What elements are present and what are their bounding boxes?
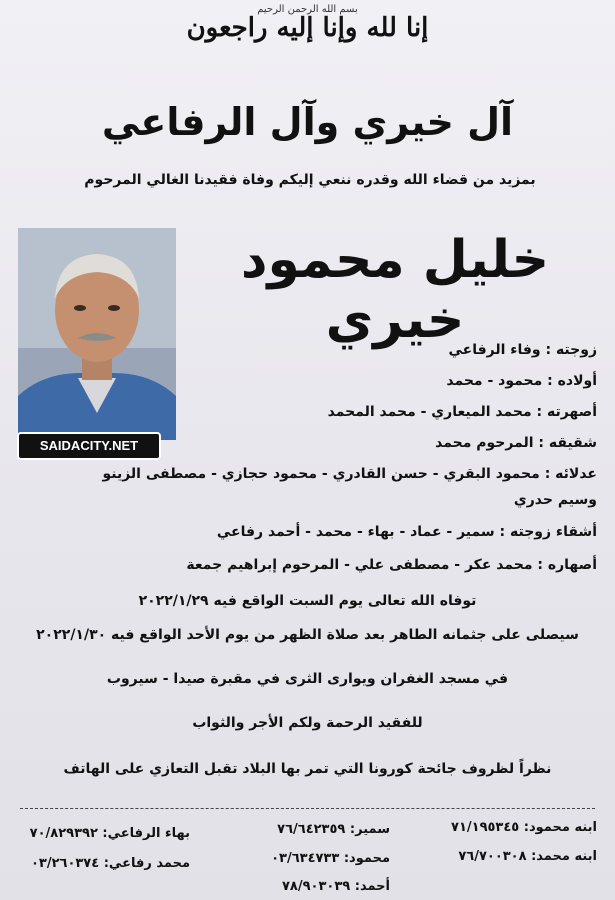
relative-line-in-laws [186,557,597,573]
contact-phone: ٧٠/٨٢٩٣٩٢ [29,826,98,841]
relative-line-brothers-in-law [102,466,597,482]
contact-ahmad [282,879,390,894]
contact-label: محمد رفاعي: [103,856,190,871]
contact-son-mahmoud [451,820,597,835]
contact-phone: ٠٣/٢٦٠٣٧٤ [30,856,100,871]
portrait-illustration [18,228,176,440]
contact-phone: ٧٦/٦٤٢٣٥٩ [277,822,346,837]
contact-label: محمود: [343,851,390,866]
death-date-text: توفاه الله تعالى يوم السبت الواقع فيه ٢٠٢٢/١/٢٩ [138,593,477,609]
contact-son-mohammad [458,849,597,864]
relative-line-wife-siblings [217,524,597,540]
relative-line-brother [435,435,597,451]
burial-text: في مسجد الغفران ويوارى الثرى في مقبرة صيدا - سيروب [106,671,509,687]
site-watermark: SAIDACITY.NET [17,432,161,460]
contact-bahaa-rifai [30,826,190,841]
contact-label: بهاء الرفاعي: [102,826,190,841]
contact-mohammad-rifai [31,856,190,871]
relative-value: وسيم حدري [513,492,597,508]
relative-value: محمد عكر - مصطفى علي - المرحوم إبراهيم جمعة [186,557,533,573]
relative-value: محمد الميعاري - محمد المحمد [327,404,532,420]
relative-value: المرحوم محمد [435,435,534,451]
relative-label: أصهرته : [536,404,597,420]
contact-phone: ٧٨/٩٠٣٠٣٩ [281,879,351,894]
contact-phone: ٠٣/٦٣٤٧٣٣ [271,851,340,866]
contact-label: ابنه محمد: [531,849,597,864]
relative-label: أصهاره : [537,557,597,573]
relative-value: محمود البقري - حسن القادري - محمود حجازي - مصطفى الزينو [102,466,540,482]
basmala-text: بسم الله الرحمن الرحيم [257,4,358,15]
contact-label: سمير: [349,822,390,837]
relative-value: محمود - محمد [446,373,543,389]
announcement-text: بمزيد من قضاء الله وقدره ننعي إليكم وفاة فقيدنا الغالي المرحوم [84,172,536,188]
verse-calligraphy [0,4,615,43]
relative-label: زوجته : [545,342,597,358]
deceased-photo [18,228,176,440]
verse-text: إنا لله وإنا إليه راجعون [186,13,429,43]
relative-line-sons-in-law [328,404,597,420]
contact-mahmoud [271,851,390,866]
prayer-text: سيصلى على جثمانه الطاهر بعد صلاة الظهر من يوم الأحد الواقع فيه ٢٠٢٢/١/٣٠ [36,627,579,643]
relative-label: أشقاء زوجته : [499,524,597,540]
contact-phone: ٧١/١٩٥٣٤٥ [451,820,520,835]
contact-label: أحمد: [354,879,390,894]
contacts-divider [20,808,595,809]
relative-label: أولاده : [547,373,597,389]
families-heading: آل خيري وآل الرفاعي [101,100,514,144]
contact-phone: ٧٦/٧٠٠٣٠٨ [458,849,527,864]
relative-line-brothers-in-law-cont [514,492,597,508]
relative-line-wife [449,342,597,358]
contact-label: ابنه محمود: [523,820,597,835]
relative-label: شقيقه : [538,435,597,451]
contact-samir [277,822,390,837]
deceased-name: خليل محمود خيري [240,230,550,350]
relative-value: وفاء الرفاعي [448,342,541,358]
mercy-text: للفقيد الرحمة ولكم الأجر والثواب [192,715,423,731]
relative-value: سمير - عماد - بهاء - محمد - أحمد رفاعي [216,524,495,540]
relative-line-children [446,373,597,389]
relative-label: عدلائه : [544,466,597,482]
corona-notice: نظراً لظروف جائحة كورونا التي تمر بها البلاد تقبل التعازي على الهاتف [63,761,552,777]
